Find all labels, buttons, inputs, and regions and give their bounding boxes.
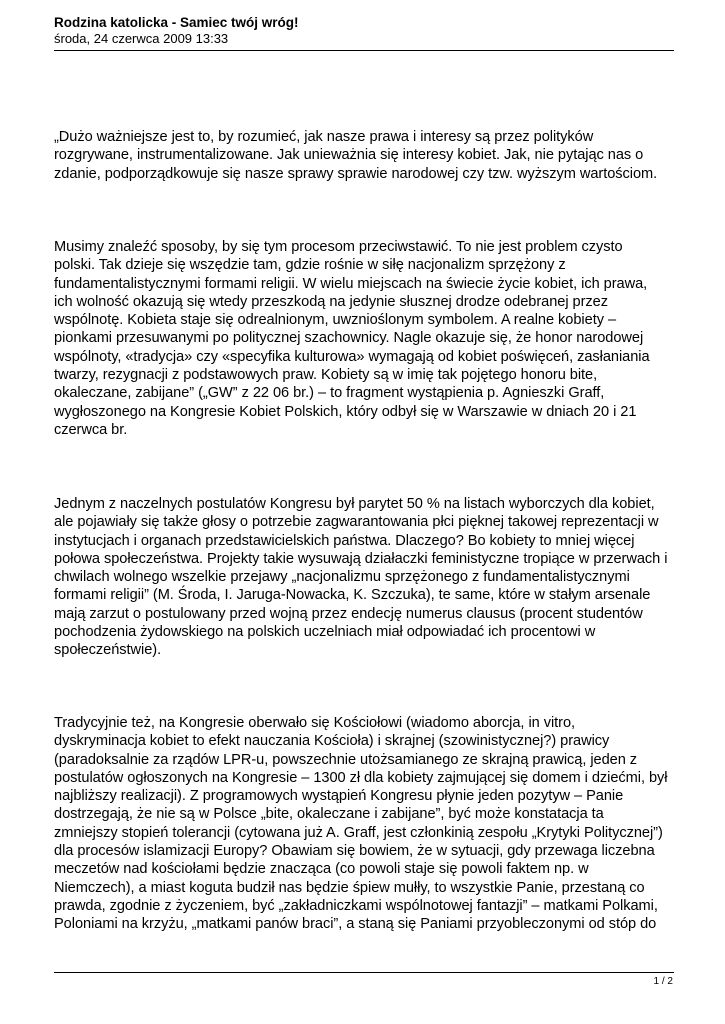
text-line: Tradycyjnie też, na Kongresie oberwało się Kościołowi (wiadomo aborcja, in vitro, [54, 715, 576, 731]
text-line: ich wolność okazują się wtedy przeszkodą na jedynie słusznej drodze odebranej przez [54, 293, 608, 310]
text-line: Poloniami na krzyżu, „matkami panów braci”, a staną się Paniami przyobleczonymi od stóp do [54, 916, 657, 933]
document-header [54, 15, 674, 51]
text-line: chwilach wolnego wszelkie przejawy „nacjonalizmu sprzężonego z fundamentalistycznymi [54, 569, 630, 586]
text-line: prawda, zgodnie z życzeniem, być „zakładniczkami wspólnotowej fantazji” – matkami Polkami, [54, 897, 658, 914]
paragraph-4 [54, 714, 676, 934]
text-line: Jednym z naczelnych postulatów Kongresu był parytet 50 % na listach wyborczych dla kobiet, [54, 496, 655, 512]
text-line: zdanie, podporządkowuje się nasze sprawy sprawie narodowej czy tzw. wyższym wartościom. [54, 165, 658, 182]
paragraph-1 [54, 128, 676, 183]
text-line: meczetów nad kościołami będzie znacząca (co powoli staje się powoli faktem np. w [54, 861, 589, 878]
text-line: okaleczane, zabijane” („GW” z 22 06 br.) – to fragment wystąpienia p. Agnieszki Graff, [54, 385, 605, 402]
text-line: dla procesów islamizacji Europy? Obawiam się bowiem, że w sytuacji, gdy przewaga liczebna [54, 843, 655, 860]
text-line: polski. Tak dzieje się wszędzie tam, gdzie rośnie w siłę nacjonalizm sprzężony z [54, 257, 566, 274]
text-line: fundamentalistycznymi formami religii. W wielu miejscach na świecie życie kobiet, ich prawa, [54, 275, 648, 292]
text-line: wspólnoty, «tradycja» czy «specyfika kulturowa» wymagają od kobiet poświęceń, zasłaniania [54, 348, 650, 365]
text-line: dostrzegają, że nie są w Polsce „bite, okaleczane i zabijane”, być może konstatacja ta [54, 806, 604, 823]
text-line: czerwca br. [54, 421, 128, 438]
text-line: instytucjach i organach przedstawicielskich państwa. Dlaczego? Bo kobiety to mniej więcej [54, 532, 635, 549]
text-line: zmniejszy stopień tolerancji (cytowana już A. Graff, jest członkinią zespołu „Krytyki Politycznej”) [54, 824, 663, 841]
text-line: postulatów ogłoszonych na Kongresie – 1300 zł dla kobiety zajmującej się domem i dziećmi, był [54, 769, 668, 786]
text-line: wygłoszonego na Kongresie Kobiet Polskich, który odbył się w Warszawie w dniach 20 i 21 [54, 403, 637, 420]
document-date: środa, 24 czerwca 2009 13:33 [54, 31, 229, 46]
text-line: dyskryminacja kobiet to efekt nauczania Kościoła) i skrajnej (szowinistycznej?) prawicy [54, 733, 610, 750]
text-line: pionkami przesuwanymi po politycznej szachownicy. Nagle okazuje się, że honor narodowej [54, 330, 644, 347]
text-line: najbliższy realizacji). Z programowych wystąpień Kongresu płynie jeden pozytyw – Panie [54, 788, 624, 805]
footer-divider [54, 972, 674, 973]
text-line: Musimy znaleźć sposoby, by się tym procesom przeciwstawić. To nie jest problem czysto [54, 239, 623, 255]
text-line: mają zarzut o postulowany przed wojną przez endecję numerus clausus (procent studentów [54, 605, 643, 622]
document-title: Rodzina katolicka - Samiec twój wróg! [54, 15, 299, 30]
text-line: „Dużo ważniejsze jest to, by rozumieć, jak nasze prawa i interesy są przez polityków [54, 129, 594, 145]
text-line: pochodzenia żydowskiego na polskich uczelniach miał odpowiadać ich procentowi w [54, 624, 596, 641]
page-number: 1 / 2 [653, 976, 673, 987]
text-line: (paradoksalnie za rządów LPR-u, powszechnie utożsamianego ze skrajną prawicą, jeden z [54, 751, 638, 768]
paragraph-3 [54, 495, 676, 660]
text-line: formami religii” (M. Środa, I. Jaruga-Nowacka, K. Szczuka), te same, które w stałym arsenale [54, 587, 651, 604]
text-line: ale pojawiały się także głosy o potrzebie zagwarantowania płci pięknej takowej reprezentacji w [54, 514, 659, 531]
text-line: połowa społeczeństwa. Projekty takie wysuwają działaczki feministyczne tropiące w przerwach i [54, 550, 668, 567]
text-line: wspólnotę. Kobieta staje się odrealnionym, uwznioślonym symbolem. A realne kobiety – [54, 312, 617, 329]
text-line: Niemczech), a miast koguta budził nas będzie śpiew mułły, to wszystkie Panie, przestaną co [54, 879, 645, 896]
text-line: twarzy, rezygnacji z podstawowych praw. Kobiety są w imię tak pojętego honoru bite, [54, 367, 598, 384]
paragraph-2 [54, 238, 676, 439]
text-line: rozgrywane, instrumentalizowane. Jak unieważnia się interesy kobiet. Jak, nie pytając nas o [54, 147, 644, 164]
text-line: społeczeństwie). [54, 642, 162, 659]
